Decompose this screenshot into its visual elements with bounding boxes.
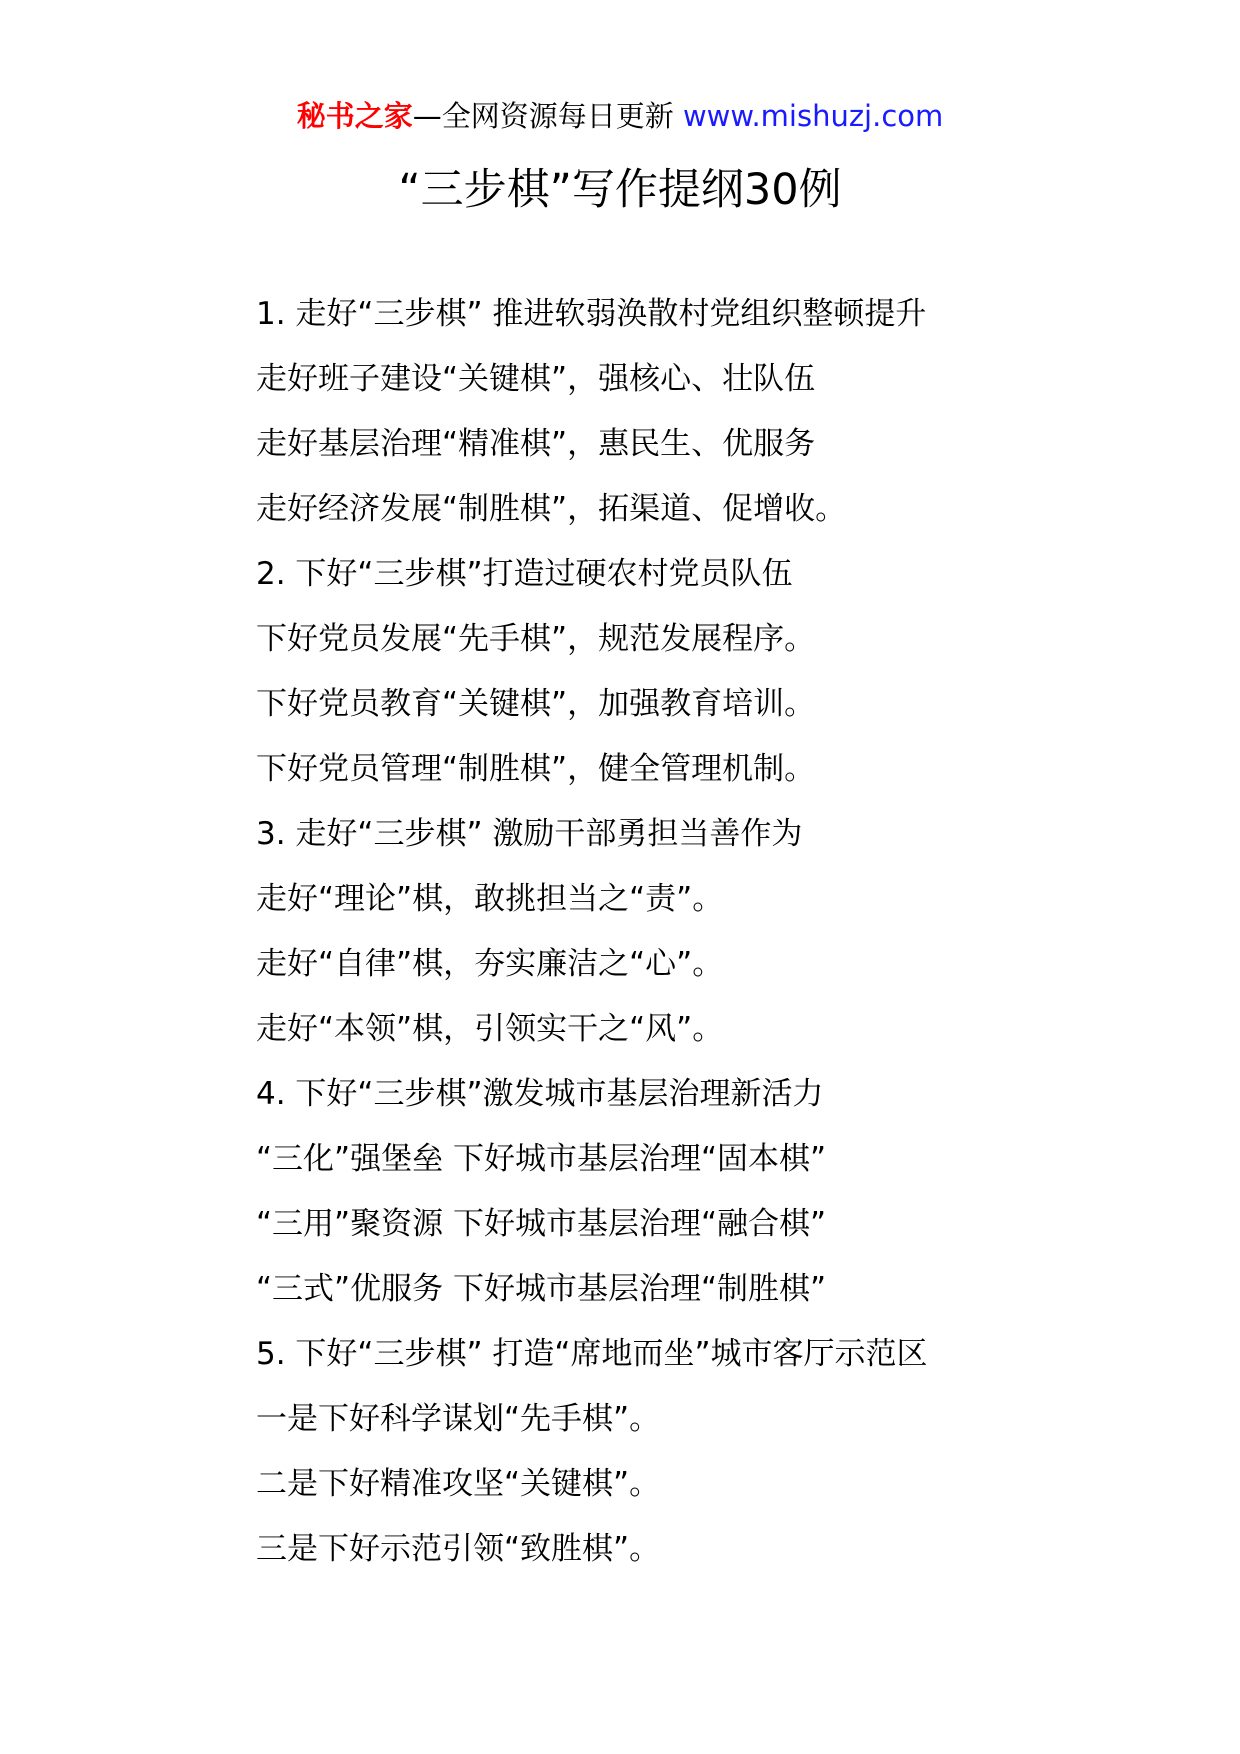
outline-item-3-point-2: 走好“自律”棋，夯实廉洁之“心”。 xyxy=(256,946,724,982)
outline-item-3-point-1: 走好“理论”棋，敢挑担当之“责”。 xyxy=(256,881,724,917)
brand-name: 秘书之家 xyxy=(296,99,413,133)
outline-item-2-point-3: 下好党员管理“制胜棋”，健全管理机制。 xyxy=(256,751,816,787)
site-url-link[interactable]: www.mishuzj.com xyxy=(682,99,944,133)
outline-list xyxy=(256,294,1176,1594)
outline-item-2-point-2: 下好党员教育“关键棋”，加强教育培训。 xyxy=(256,686,816,722)
outline-item-1-point-1: 走好班子建设“关键棋”，强核心、壮队伍 xyxy=(256,361,816,397)
outline-item-1-heading: 1. 走好“三步棋” 推进软弱涣散村党组织整顿提升 xyxy=(256,296,927,332)
outline-item-4-point-3: “三式”优服务 下好城市基层治理“制胜棋” xyxy=(256,1271,827,1307)
outline-item-4-point-2: “三用”聚资源 下好城市基层治理“融合棋” xyxy=(256,1206,827,1242)
outline-item-2-point-1: 下好党员发展“先手棋”，规范发展程序。 xyxy=(256,621,816,657)
outline-item-3-heading: 3. 走好“三步棋” 激励干部勇担当善作为 xyxy=(256,816,803,852)
outline-item-5-point-2: 二是下好精准攻坚“关键棋”。 xyxy=(256,1466,661,1502)
header-tagline: —全网资源每日更新 xyxy=(412,99,674,133)
outline-item-5-point-3: 三是下好示范引领“致胜棋”。 xyxy=(256,1531,661,1567)
outline-item-5-heading: 5. 下好“三步棋” 打造“席地而坐”城市客厅示范区 xyxy=(256,1336,928,1372)
outline-item-4-heading: 4. 下好“三步棋”激发城市基层治理新活力 xyxy=(256,1076,824,1112)
outline-item-1-point-3: 走好经济发展“制胜棋”，拓渠道、促增收。 xyxy=(256,491,847,527)
document-title: “三步棋”写作提纲30例 xyxy=(398,165,842,215)
outline-item-1-point-2: 走好基层治理“精准棋”，惠民生、优服务 xyxy=(256,426,816,462)
outline-item-2-heading: 2. 下好“三步棋”打造过硬农村党员队伍 xyxy=(256,556,793,592)
site-header xyxy=(0,96,1240,136)
outline-item-5-point-1: 一是下好科学谋划“先手棋”。 xyxy=(256,1401,661,1437)
outline-item-4-point-1: “三化”强堡垒 下好城市基层治理“固本棋” xyxy=(256,1141,827,1177)
outline-item-3-point-3: 走好“本领”棋，引领实干之“风”。 xyxy=(256,1011,724,1047)
